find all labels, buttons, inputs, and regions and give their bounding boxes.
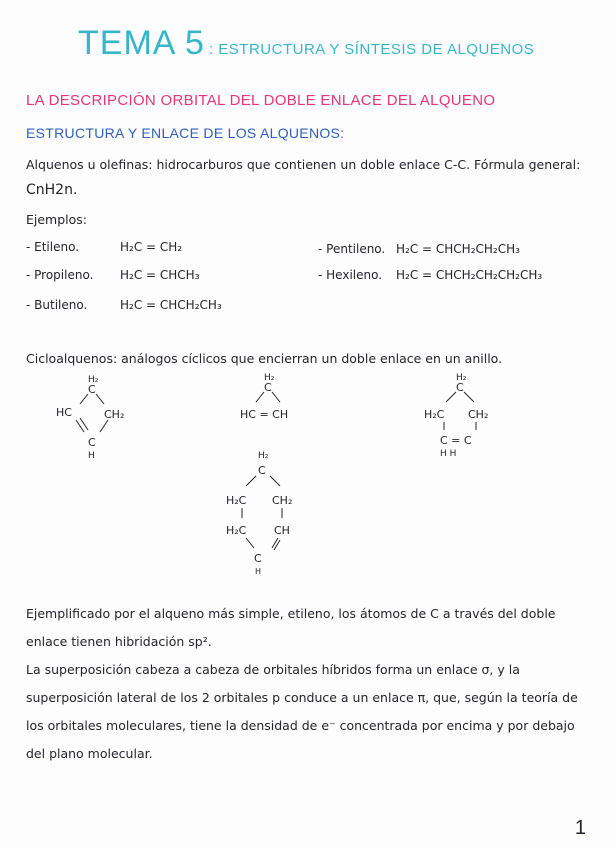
s1-h-bottom: H: [88, 451, 95, 461]
example-name: - Butileno.: [26, 298, 88, 312]
example-item: [26, 268, 200, 282]
s1-c-top: C: [88, 383, 96, 396]
s1-right: CH₂: [104, 408, 125, 421]
s3-c-top: C: [456, 381, 464, 394]
example-formula: H₂C = CHCH₂CH₂CH₃: [396, 242, 520, 256]
section-heading: LA DESCRIPCIÓN ORBITAL DEL DOBLE ENLACE DEL ALQUENO: [26, 92, 496, 109]
example-name: - Propileno.: [26, 268, 94, 282]
paragraph-hybridization: Ejemplificado por el alqueno más simple, etileno, los átomos de C a través del doble enlace tienen hibridación sp².: [26, 606, 556, 649]
s4-ul: H₂C: [226, 494, 247, 507]
paragraph-orbitals: La superposición cabeza a cabeza de orbitales híbridos forma un enlace σ, y la superposición lateral de los 2 orbitales p conduce a un enlace π, que, según la teoría de los orbitales moleculares, tiene la densidad de e⁻ concentrada por encima y por debajo del plano molecular.: [26, 662, 578, 761]
example-formula: H₂C = CHCH₂CH₃: [120, 298, 222, 312]
intro-line: Alquenos u olefinas: hidrocarburos que contienen un doble enlace C-C. Fórmula general:: [26, 157, 581, 172]
s4-h-bottom: H: [255, 567, 262, 576]
s4-c-bottom: C: [254, 552, 262, 565]
s3-h-bottom: H H: [440, 449, 457, 459]
example-formula: H₂C = CHCH₂CH₂CH₂CH₃: [396, 268, 543, 282]
example-name: - Hexileno.: [318, 268, 383, 282]
page-title: TEMA 5: [78, 24, 205, 62]
s1-h2: H₂: [88, 375, 99, 385]
s2-bottom: HC = CH: [240, 408, 289, 421]
cyclo-text: Cicloalquenos: análogos cíclicos que encierran un doble enlace en un anillo.: [26, 351, 503, 366]
section-subheading: ESTRUCTURA Y ENLACE DE LOS ALQUENOS:: [26, 125, 345, 141]
example-item: [318, 242, 520, 256]
example-formula: H₂C = CHCH₃: [120, 268, 200, 282]
example-item: [26, 298, 222, 312]
example-item: [26, 240, 182, 254]
s2-c-top: C: [264, 381, 272, 394]
title-row: [78, 24, 534, 63]
s2-h2: H₂: [264, 373, 275, 383]
s3-bottom: C = C: [440, 434, 472, 447]
s3-h2: H₂: [456, 373, 467, 383]
examples-label: Ejemplos:: [26, 212, 88, 227]
s4-h2: H₂: [258, 451, 269, 461]
s4-lr: CH: [274, 524, 290, 537]
s4-ur: CH₂: [272, 494, 293, 507]
s1-c-bottom: C: [88, 436, 96, 449]
example-item: [318, 268, 542, 282]
s4-c-top: C: [258, 464, 266, 477]
example-name: - Etileno.: [26, 240, 80, 254]
page-number: 1: [574, 817, 586, 839]
page-subtitle: : ESTRUCTURA Y SÍNTESIS DE ALQUENOS: [208, 41, 535, 58]
s1-left: HC: [56, 406, 72, 419]
s4-ll: H₂C: [226, 524, 247, 537]
general-formula: CnH2n.: [26, 182, 78, 198]
cycloalkene-structures: [0, 368, 616, 608]
s3-right: CH₂: [468, 408, 489, 421]
example-name: - Pentileno.: [318, 242, 386, 256]
s3-left: H₂C: [424, 408, 445, 421]
example-formula: H₂C = CH₂: [120, 240, 183, 254]
